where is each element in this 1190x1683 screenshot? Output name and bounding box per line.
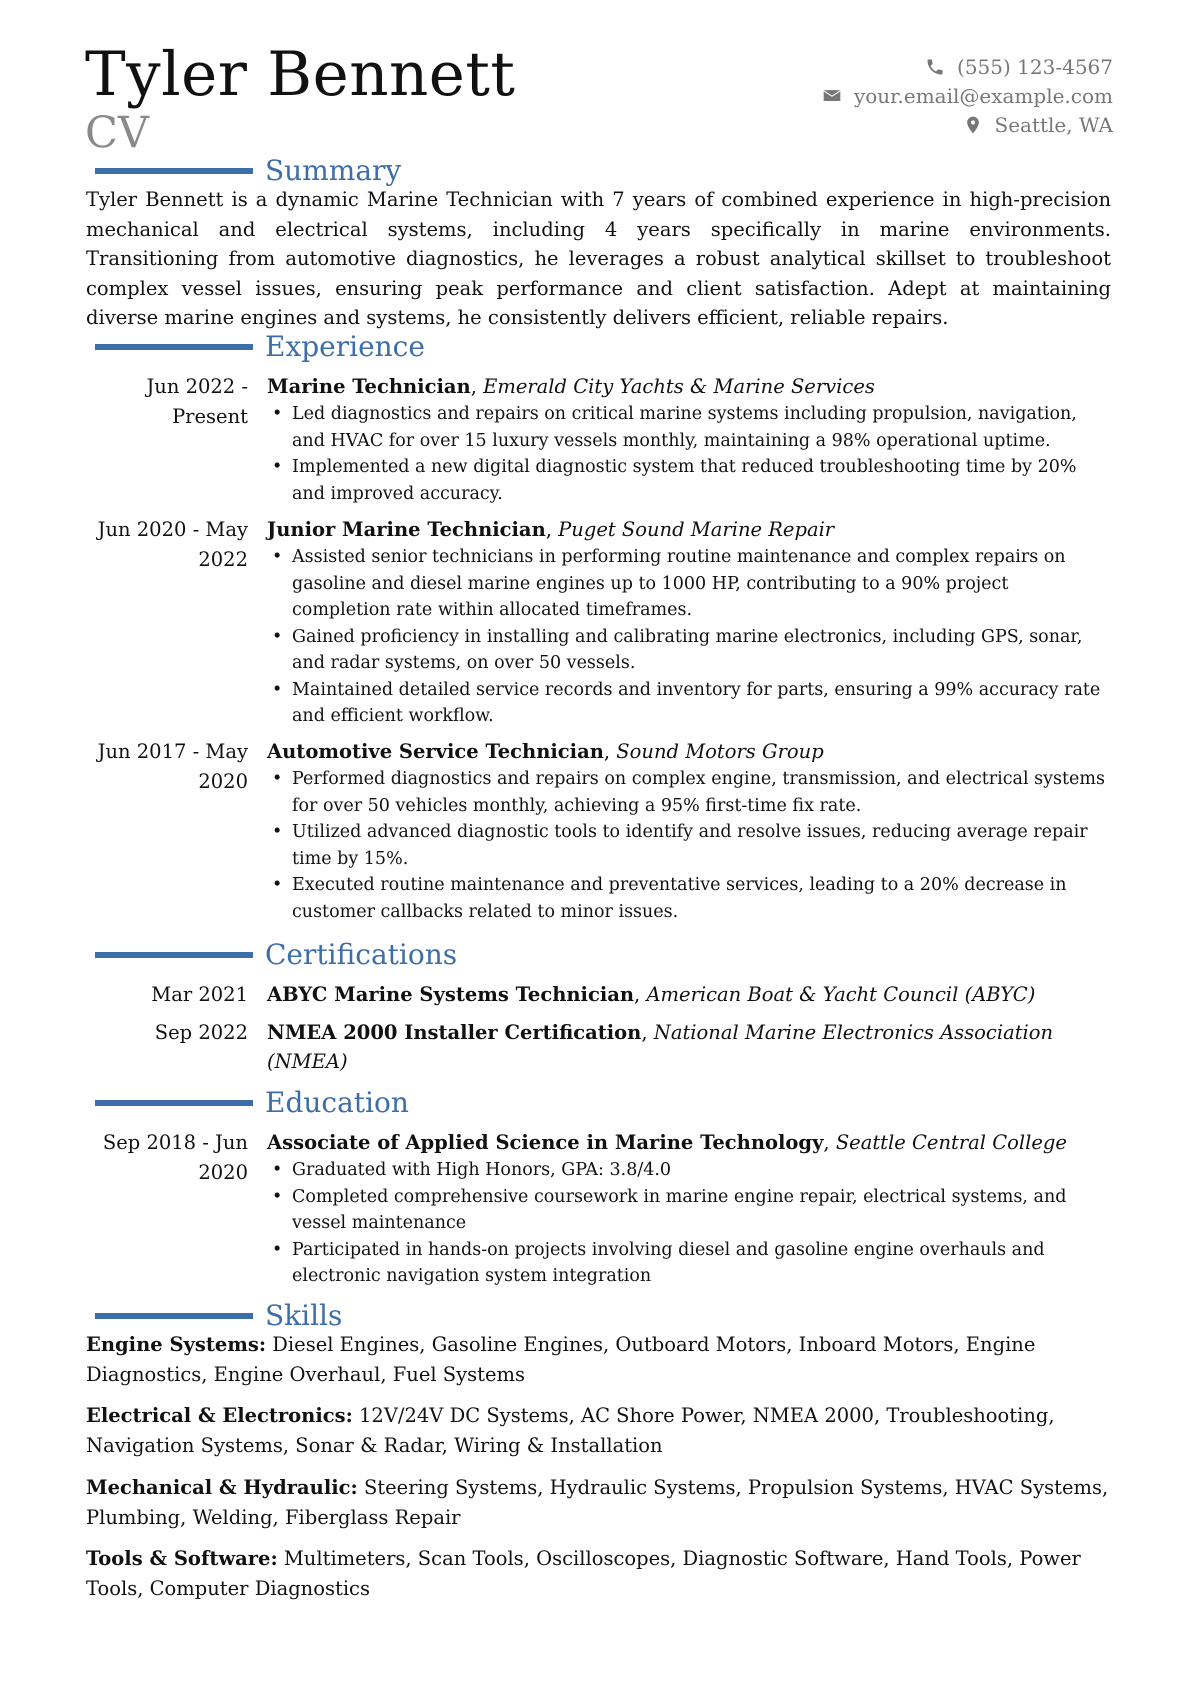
list-item: • Utilized advanced diagnostic tools to identify and resolve issues, reducing average repair time by 15%. (267, 819, 1107, 872)
list-item: • Graduated with High Honors, GPA: 3.8/4.0 (267, 1157, 1107, 1184)
entry-title: ABYC Marine Systems Technician (267, 983, 635, 1006)
entry-org: Sound Motors Group (616, 740, 824, 763)
section-title: Education (265, 1086, 409, 1119)
section-bar (95, 1100, 253, 1106)
list-item: • Implemented a new digital diagnostic system that reduced troubleshooting time by 20% and improved accuracy. (267, 454, 1107, 507)
entry-title: Associate of Applied Science in Marine Technology (267, 1131, 824, 1154)
skill-values: 12V/24V DC Systems, AC Shore Power, NMEA 2000, Troubleshooting, Navigation Systems, Sonar & Radar, Wiring & Installation (86, 1404, 1055, 1457)
section-bar (95, 1313, 253, 1319)
section-certifications (95, 937, 457, 973)
list-item: • Gained proficiency in installing and calibrating marine electronics, including GPS, sonar, and radar systems, on over 50 vessels. (267, 624, 1107, 677)
contact-location (822, 110, 1113, 139)
skill-group (86, 1401, 1111, 1460)
entry-heading: ABYC Marine Systems Technician, American Boat & Yacht Council (ABYC) (267, 983, 1036, 1006)
list-item: • Executed routine maintenance and preventative services, leading to a 20% decrease in customer callbacks related to minor issues. (267, 872, 1107, 925)
section-education (95, 1085, 409, 1121)
map-pin-icon (963, 115, 983, 135)
entry-date: Sep 2018 - Jun 2020 (102, 1131, 248, 1184)
entry-heading: Automotive Service Technician, Sound Motors Group (267, 740, 824, 763)
skill-values: Steering Systems, Hydraulic Systems, Propulsion Systems, HVAC Systems, Plumbing, Welding, Fiberglass Repair (86, 1476, 1109, 1529)
list-item: • Participated in hands-on projects involving diesel and gasoline engine overhauls and electronic navigation system integration (267, 1237, 1107, 1290)
entry-heading: Associate of Applied Science in Marine Technology, Seattle Central College (267, 1131, 1067, 1154)
envelope-icon (822, 86, 842, 106)
contact-block (822, 52, 1113, 139)
entry-title: Marine Technician (267, 375, 471, 398)
section-bar (95, 168, 253, 174)
entry-heading: Junior Marine Technician, Puget Sound Marine Repair (267, 518, 835, 541)
list-item: • Maintained detailed service records and inventory for parts, ensuring a 99% accuracy rate and efficient workflow. (267, 677, 1107, 730)
skill-label: Electrical & Electronics: (86, 1404, 353, 1427)
entry-date: Jun 2020 - May 2022 (97, 518, 248, 571)
list-item: • Led diagnostics and repairs on critical marine systems including propulsion, navigation, and HVAC for over 15 luxury vessels monthly, maintaining a 98% operational uptime. (267, 401, 1107, 454)
section-title: Experience (265, 330, 425, 363)
section-bar (95, 952, 253, 958)
skill-group (86, 1544, 1111, 1603)
skill-label: Mechanical & Hydraulic: (86, 1476, 358, 1499)
contact-phone[interactable] (822, 52, 1113, 81)
contact-email[interactable] (822, 81, 1113, 110)
entry-date: Jun 2022 - Present (146, 375, 248, 428)
summary-paragraph: Tyler Bennett is a dynamic Marine Technician with 7 years of combined experience in high-precision mechanical and electrical systems, including 4 years specifically in marine environments. Transitioning from automotive diagnostics, he leverages a robust analytical skillset to troubleshoot complex vessel issues, ensuring peak performance and client satisfaction. Adept at maintaining diverse marine engines and systems, he consistently delivers efficient, reliable repairs. (86, 188, 1111, 329)
candidate-name: Tyler Bennett (85, 39, 516, 110)
skill-group (86, 1330, 1111, 1389)
skill-label: Engine Systems: (86, 1333, 267, 1356)
entry-org: Puget Sound Marine Repair (558, 518, 835, 541)
email-text: your.email@example.com (853, 83, 1113, 108)
entry-heading: Marine Technician, Emerald City Yachts & Marine Services (267, 375, 875, 398)
phone-icon (925, 57, 945, 77)
skill-values: Multimeters, Scan Tools, Oscilloscopes, Diagnostic Software, Hand Tools, Power Tools, Computer Diagnostics (86, 1547, 1081, 1600)
skill-group (86, 1473, 1111, 1532)
section-title: Skills (265, 1299, 343, 1332)
entry-title: Junior Marine Technician (267, 518, 546, 541)
skill-values: Diesel Engines, Gasoline Engines, Outboard Motors, Inboard Motors, Engine Diagnostics, Engine Overhaul, Fuel Systems (86, 1333, 1036, 1386)
entry-org: Emerald City Yachts & Marine Services (483, 375, 875, 398)
entry-org: National Marine Electronics Association (NMEA) (267, 1021, 1054, 1073)
entry-bullets (267, 401, 1107, 507)
entry-org: American Boat & Yacht Council (ABYC) (646, 983, 1036, 1006)
phone-text: (555) 123-4567 (957, 54, 1113, 79)
document-subtitle: CV (85, 108, 149, 158)
entry-title: Automotive Service Technician (267, 740, 604, 763)
section-experience (95, 329, 425, 365)
entry-org: Seattle Central College (835, 1131, 1067, 1154)
entry-bullets (267, 1157, 1107, 1290)
list-item: • Performed diagnostics and repairs on complex engine, transmission, and electrical systems for over 50 vehicles monthly, achieving a 95% first-time fix rate. (267, 766, 1107, 819)
entry-date: Sep 2022 (154, 1021, 248, 1044)
section-bar (95, 344, 253, 350)
entry-title: NMEA 2000 Installer Certification (267, 1021, 642, 1044)
location-text: Seattle, WA (994, 112, 1113, 137)
section-title: Summary (265, 154, 402, 187)
skill-label: Tools & Software: (86, 1547, 278, 1570)
list-item: • Completed comprehensive coursework in marine engine repair, electrical systems, and vessel maintenance (267, 1184, 1107, 1237)
section-summary (95, 153, 401, 189)
entry-bullets (267, 766, 1107, 925)
entry-date: Jun 2017 - May 2020 (97, 740, 248, 793)
section-skills (95, 1298, 342, 1334)
list-item: • Assisted senior technicians in performing routine maintenance and complex repairs on gasoline and diesel marine engines up to 1000 HP, contributing to a 90% project completion rate within allocated timeframes. (267, 544, 1107, 624)
section-title: Certifications (265, 938, 458, 971)
entry-date: Mar 2021 (151, 983, 248, 1006)
entry-heading: NMEA 2000 Installer Certification, National Marine Electronics Association (NMEA) (267, 1021, 1054, 1073)
entry-bullets (267, 544, 1107, 730)
